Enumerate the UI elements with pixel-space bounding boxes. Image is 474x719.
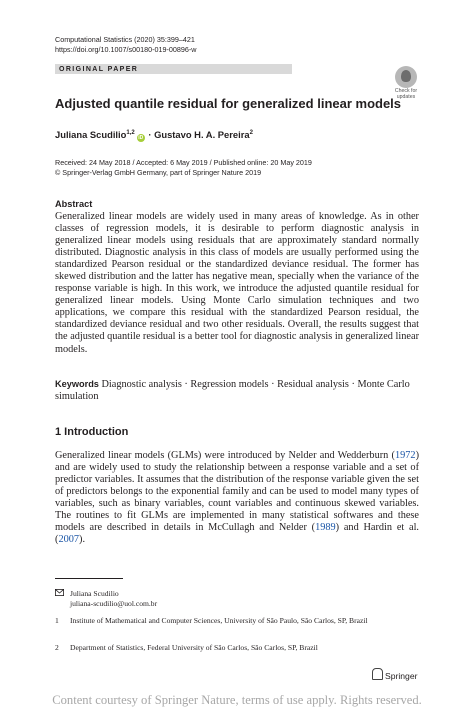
affiliation-number: 1 bbox=[55, 616, 59, 625]
footnote-rule bbox=[55, 578, 123, 579]
check-for-updates-label: Check for updates bbox=[394, 88, 418, 100]
publication-dates bbox=[55, 158, 312, 178]
affiliation-number: 2 bbox=[55, 643, 59, 652]
springer-horse-icon bbox=[372, 668, 383, 680]
bookmark-icon bbox=[395, 66, 417, 88]
citation-link[interactable]: 1989 bbox=[315, 522, 336, 534]
intro-text: ) and Hardin et al. ( bbox=[55, 522, 420, 546]
affiliation-1: Institute of Mathematical and Computer Sciences, University of São Paulo, São Carlos, SP, Brazil bbox=[70, 616, 368, 625]
publisher-name: Springer bbox=[385, 671, 418, 681]
introduction-paragraph bbox=[55, 450, 419, 546]
contact-email[interactable]: juliana-scudilio@uol.com.br bbox=[70, 599, 158, 608]
intro-text: ) and are widely used to study the relationship between a response variable and a set of predictor variables. It assumes that the distribution of the response variable given the set of predictors belongs to the exponential family and can be used to model many types of variables, such as binary variables, count variables and continuous skewed variables. The routines to fit GLMs are implemented in many statistical softwares and these models are described in details in McCullagh and Nelder ( bbox=[55, 450, 419, 534]
journal-citation: Computational Statistics (2020) 35:399–421 bbox=[55, 35, 195, 44]
affiliation-marker: 1,2 bbox=[126, 130, 135, 136]
contact-name: Juliana Scudilio bbox=[70, 589, 119, 598]
author-line bbox=[55, 127, 253, 142]
citation-link[interactable]: 2007 bbox=[58, 534, 80, 546]
doi-link[interactable]: https://doi.org/10.1007/s00180-019-00896-w bbox=[55, 45, 197, 54]
affiliation-2: Department of Statistics, Federal University of São Carlos, São Carlos, SP, Brazil bbox=[70, 643, 318, 652]
journal-header bbox=[55, 35, 196, 55]
orcid-icon[interactable]: iD bbox=[138, 135, 144, 141]
citation-link[interactable]: 1972 bbox=[394, 450, 416, 461]
author-name: Juliana Scudilio bbox=[55, 129, 127, 140]
copyright-line: © Springer-Verlag GmbH Germany, part of Springer Nature 2019 bbox=[55, 168, 262, 177]
keywords bbox=[55, 378, 419, 403]
keywords-text: Diagnostic analysis · Regression models · Residual analysis · Monte Carlo simulation bbox=[55, 379, 410, 403]
section-heading: 1 Introduction bbox=[55, 426, 129, 438]
intro-text: ). bbox=[79, 534, 86, 546]
courtesy-notice: Content courtesy of Springer Nature, terms of use apply. Rights reserved. bbox=[52, 693, 422, 707]
abstract-text: Generalized linear models are widely used in many areas of knowledge. As in other classes of regression models, it is desirable to perform diagnostic analysis in generalized linear models using residuals that are approximately standard normally distributed. Diagnostic analysis in this class of models are usually performed using the standardized Pearson residual or the standardized deviance residual. The former has skewed distribution and the latter has negative mean, specially when the variance of the response variable is high. In this work, we introduce the adjusted quantile residual for generalized linear models. Using Monte Carlo simulation techniques and two applications, we compare this residual with the standardized Pearson residual, the standardized deviance residual and two other residuals. Overall, the results suggest that the adjusted quantile residual is a better tool for diagnostic analysis in generalized linear models. bbox=[55, 211, 419, 355]
author-name: Gustavo H. A. Pereira bbox=[154, 129, 250, 140]
abstract-heading: Abstract bbox=[55, 199, 93, 209]
section-label: ORIGINAL PAPER bbox=[59, 66, 139, 73]
paper-title: Adjusted quantile residual for generalized linear models bbox=[55, 96, 402, 111]
corresponding-author bbox=[70, 589, 157, 609]
author-separator: · bbox=[148, 129, 152, 140]
intro-text: Generalized linear models (GLMs) were introduced by Nelder and Wedderburn ( bbox=[55, 450, 395, 461]
envelope-icon bbox=[55, 589, 69, 599]
dates-line: Received: 24 May 2018 / Accepted: 6 May 2019 / Published online: 20 May 2019 bbox=[55, 158, 312, 167]
publisher-logo bbox=[372, 668, 417, 682]
keywords-label: Keywords bbox=[55, 379, 99, 389]
affiliation-marker: 2 bbox=[249, 130, 253, 136]
